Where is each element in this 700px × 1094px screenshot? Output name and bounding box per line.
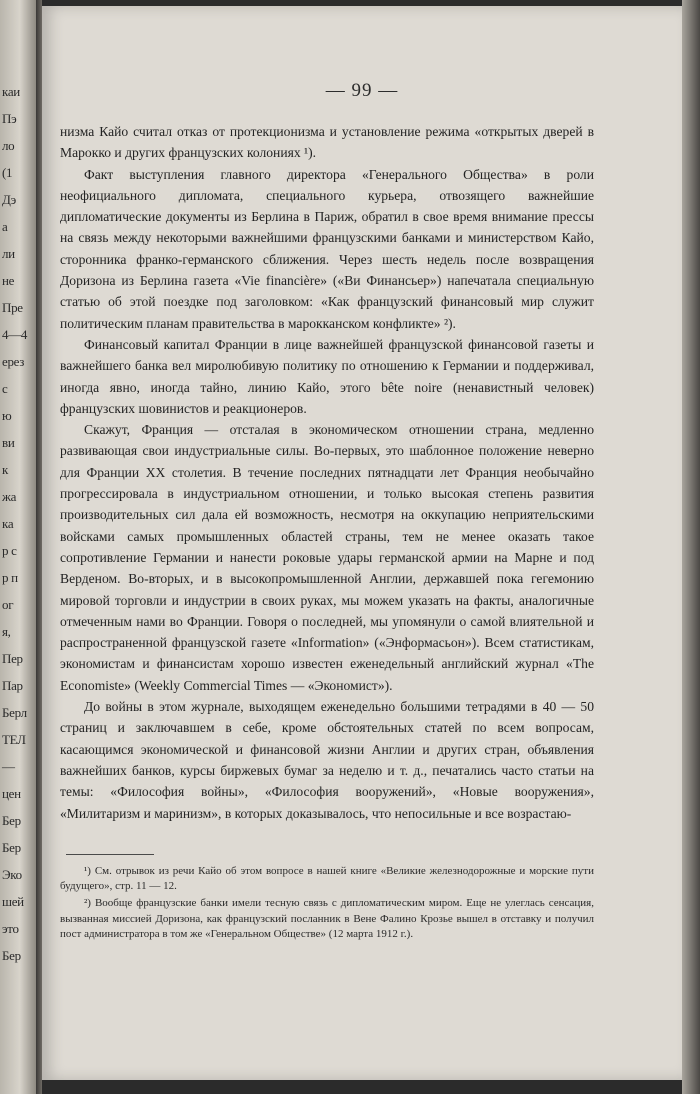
- page-number: — 99 —: [325, 80, 399, 101]
- left-page-fragment: не: [2, 273, 15, 288]
- left-page-fragment: Пре: [2, 300, 23, 315]
- footnotes: [60, 864, 594, 944]
- left-page-fragment: Бер: [2, 840, 21, 855]
- left-page-fragment: к: [2, 462, 9, 477]
- left-page-fragment: р с: [2, 543, 17, 558]
- left-page-fragment: ерез: [2, 354, 25, 369]
- left-page-fragment: 4—4: [2, 327, 28, 342]
- left-page-fragment: Пер: [2, 651, 23, 666]
- paragraph-5: До войны в этом журнале, выходящем еженедельно большими тетрадями в 40 — 50 страниц и заключавшем в себе, кроме обстоятельных статей по всем вопросам, касающимся экономической и финансовой жизни Англии и других стран, объявления важнейших банков, курсы биржевых бумаг за неделю и т. д., печатались часто статьи на темы: «Философия войны», «Философия вооружений», «Новые вооружения», «Милитаризм и маринизм», в которых доказывалось, что непосильные и все возрастаю-: [60, 699, 594, 821]
- left-page-fragment: Берл: [2, 705, 27, 720]
- left-page-fragment: Дэ: [2, 192, 16, 207]
- footnote-1: ¹) См. отрывок из речи Кайо об этом вопросе в нашей книге «Великие железнодорожные и морские пути будущего», стр. 11 — 12.: [60, 865, 594, 893]
- paragraph-3: Финансовый капитал Франции в лице важнейшей французской финансовой газеты и важнейшего банка вел миролюбивую политику по отношению к Германии и поддерживал, иногда явно, иногда тайно, линию Кайо, этого bête noire (ненавистный человек) французских шовинистов и реакционеров.: [60, 336, 594, 416]
- left-page-fragment: ли: [2, 246, 15, 261]
- left-page-fragment: а: [2, 219, 8, 234]
- book-page: [42, 6, 682, 1080]
- left-page-fragment: ТЕЛ: [2, 732, 26, 747]
- left-page-fragment: ю: [2, 408, 12, 423]
- left-page-fragment: Эко: [2, 867, 22, 882]
- left-page-fragment: —: [2, 759, 15, 774]
- left-page-fragment: жа: [2, 489, 17, 504]
- left-page-fragment: цен: [2, 786, 21, 801]
- left-page-fragment: р п: [2, 570, 18, 585]
- right-page-edge: [682, 0, 700, 1094]
- left-page-fragment: Бер: [2, 813, 21, 828]
- paragraph-1: низма Кайо считал отказ от протекционизма и установление режима «открытых дверей в Марокко и других французских колониях ¹).: [60, 124, 594, 161]
- left-page-fragment: ог: [2, 597, 14, 612]
- left-page-fragment: Пар: [2, 678, 23, 693]
- left-page-fragment: Бер: [2, 948, 21, 963]
- left-page-fragment: это: [2, 921, 19, 936]
- left-page-fragment: шей: [2, 894, 24, 909]
- left-page-fragment: каи: [2, 84, 20, 99]
- left-page-fragment: ло: [2, 138, 15, 153]
- left-page-fragment: я,: [2, 624, 11, 639]
- left-page-fragment: с: [2, 381, 8, 396]
- paragraph-2: Факт выступления главного директора «Генерального Общества» в роли неофициального дипломата, специального курьера, отвозящего важнейшие дипломатические документы из Берлина в Париж, обратил в свое время внимание прессы на связь между некоторыми важнейшими французскими банками и министерством Кайо, сторонника франко-германского сближения. Через шесть недель после возвращения Доризона из Берлина газета «Vie financière» («Ви Финансьер») напечатала специальную статью об этой поездке под заголовком: «Как французский финансовый мир служит политическим планам правительства в марокканском конфликте» ²).: [60, 166, 594, 331]
- footnote-divider: [66, 854, 154, 855]
- left-page-fragment: ви: [2, 435, 15, 450]
- footnote-2: ²) Вообще французские банки имели тесную связь с дипломатическим миром. Еще не улеглась сенсация, вызванная миссией Доризона, как французский посланник в Вене Фалино Крозье вышел в отставку и получил пост администратора в том же «Генеральном Обществе» (12 марта 1912 г.).: [60, 897, 594, 940]
- left-page-fragment: ка: [2, 516, 14, 531]
- left-page-edge: [0, 0, 36, 1094]
- left-page-fragment: (1: [2, 165, 13, 180]
- body-text: [60, 121, 594, 824]
- left-page-fragment: Пэ: [2, 111, 17, 126]
- paragraph-4: Скажут, Франция — отсталая в экономическом отношении страна, медленно развивающая свои индустриальные силы. Во-первых, это шаблонное положение неверно для Франции XX столетия. В течение последних пятнадцати лет Франция необычайно прогрессировала в индустриальном отношении, и только высокая степень развития производительных сил дала ей возможность, несмотря на оккупацию неприятельскими войсками самых промышленных областей страны, тем не менее оказать такое сопротивление Германии и нанести роковые удары германской армии на Марне и под Верденом. Во-вторых, и в высокопромышленной Англии, державшей пока гегемонию мировой торговли и индустрии в своих руках, мы можем указать на факты, аналогичные отмеченным нами во Франции. Говоря о последней, мы упомянули о самой влиятельной и распространенной французской газете «Information» («Энформасьон»). Всем статистикам, экономистам и финансистам хорошо известен еженедельный английский журнал «The Economiste» (Weekly Commercial Times — «Экономист»).: [60, 422, 594, 693]
